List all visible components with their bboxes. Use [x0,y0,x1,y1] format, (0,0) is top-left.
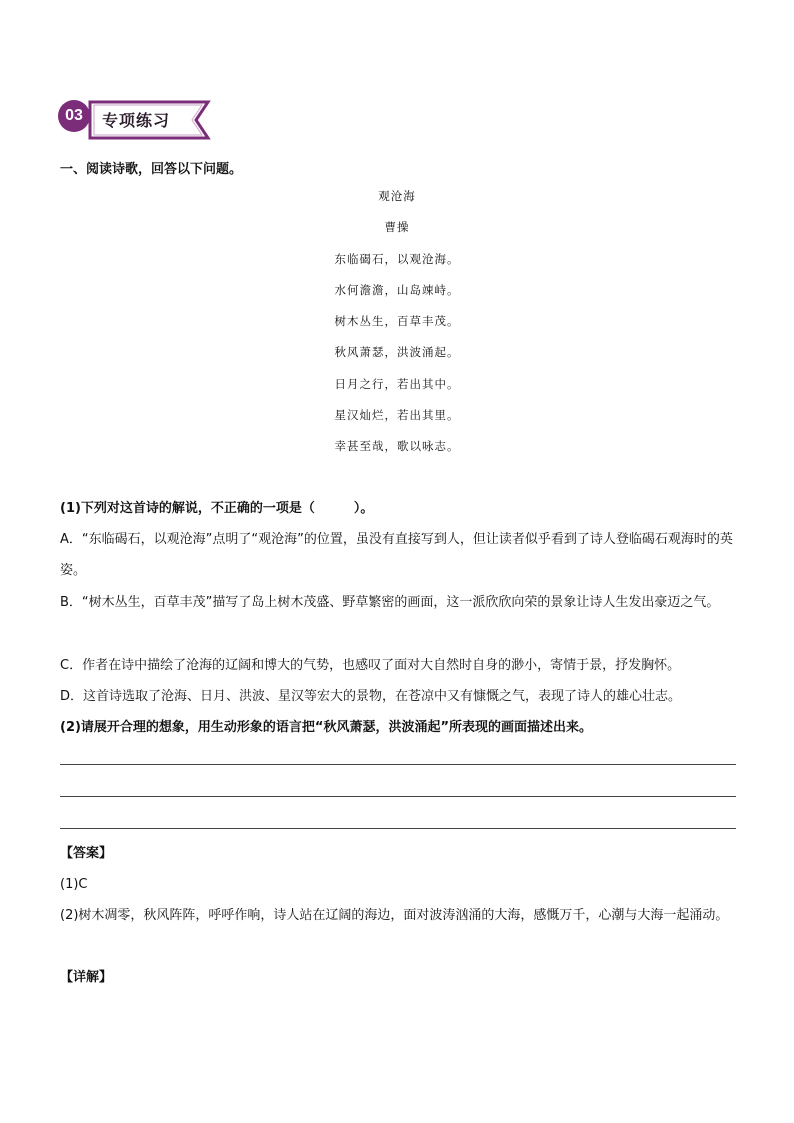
poem-line: 秋风萧瑟，洪波涌起。 [334,345,460,360]
q1-option-a: A．“东临碣石，以观沧海”点明了“观沧海”的位置，虽没有直接写到人，但让读者似乎看到了诗人登临碣石观海时的英姿。 [60,532,733,578]
answer-label: 【答案】 [60,846,113,861]
poem-line: 幸甚至哉，歌以咏志。 [334,439,460,454]
poem-title: 观沧海 [378,189,416,203]
poem-line: 星汉灿烂，若出其里。 [334,408,460,423]
answer-2: (2)树木凋零，秋风阵阵，呼呼作响，诗人站在辽阔的海边，面对波涛汹涌的大海，感慨万千，心潮与大海一起涌动。 [60,908,729,923]
detail-label: 【详解】 [60,970,113,985]
q1-option-d: D．这首诗选取了沧海、日月、洪波、星汉等宏大的景物，在苍凉中又有慷慨之气，表现了诗人的雄心壮志。 [60,689,682,704]
answer-blank-line[interactable] [60,764,736,765]
answer-blank-line[interactable] [60,828,736,829]
answer-1: (1)C [60,877,88,892]
answer-blank-line[interactable] [60,796,736,797]
question-header: 一、阅读诗歌，回答以下问题。 [60,162,243,177]
poem-line: 树木丛生，百草丰茂。 [334,314,460,329]
poem-line: 东临碣石，以观沧海。 [334,251,460,266]
section-title: 专项练习 [102,111,171,130]
poem [0,181,794,463]
poem-line: 日月之行，若出其中。 [334,376,460,391]
poem-line: 水何澹澹，山岛竦峙。 [334,282,460,297]
section-badge [58,98,218,142]
section-number: 03 [58,100,90,132]
q1-stem: (1)下列对这首诗的解说，不正确的一项是（ ）。 [60,501,374,516]
q1-option-b: B．“树木丛生，百草丰茂”描写了岛上树木茂盛、野草繁密的画面，这一派欣欣向荣的景象让诗人生发出豪迈之气。 [60,595,720,610]
poem-author: 曹操 [384,220,410,235]
q1-option-c: C．作者在诗中描绘了沧海的辽阔和博大的气势，也感叹了面对大自然时自身的渺小，寄情于景，抒发胸怀。 [60,658,681,673]
q2-stem: (2)请展开合理的想象，用生动形象的语言把“秋风萧瑟，洪波涌起”所表现的画面描述出来。 [60,720,593,735]
